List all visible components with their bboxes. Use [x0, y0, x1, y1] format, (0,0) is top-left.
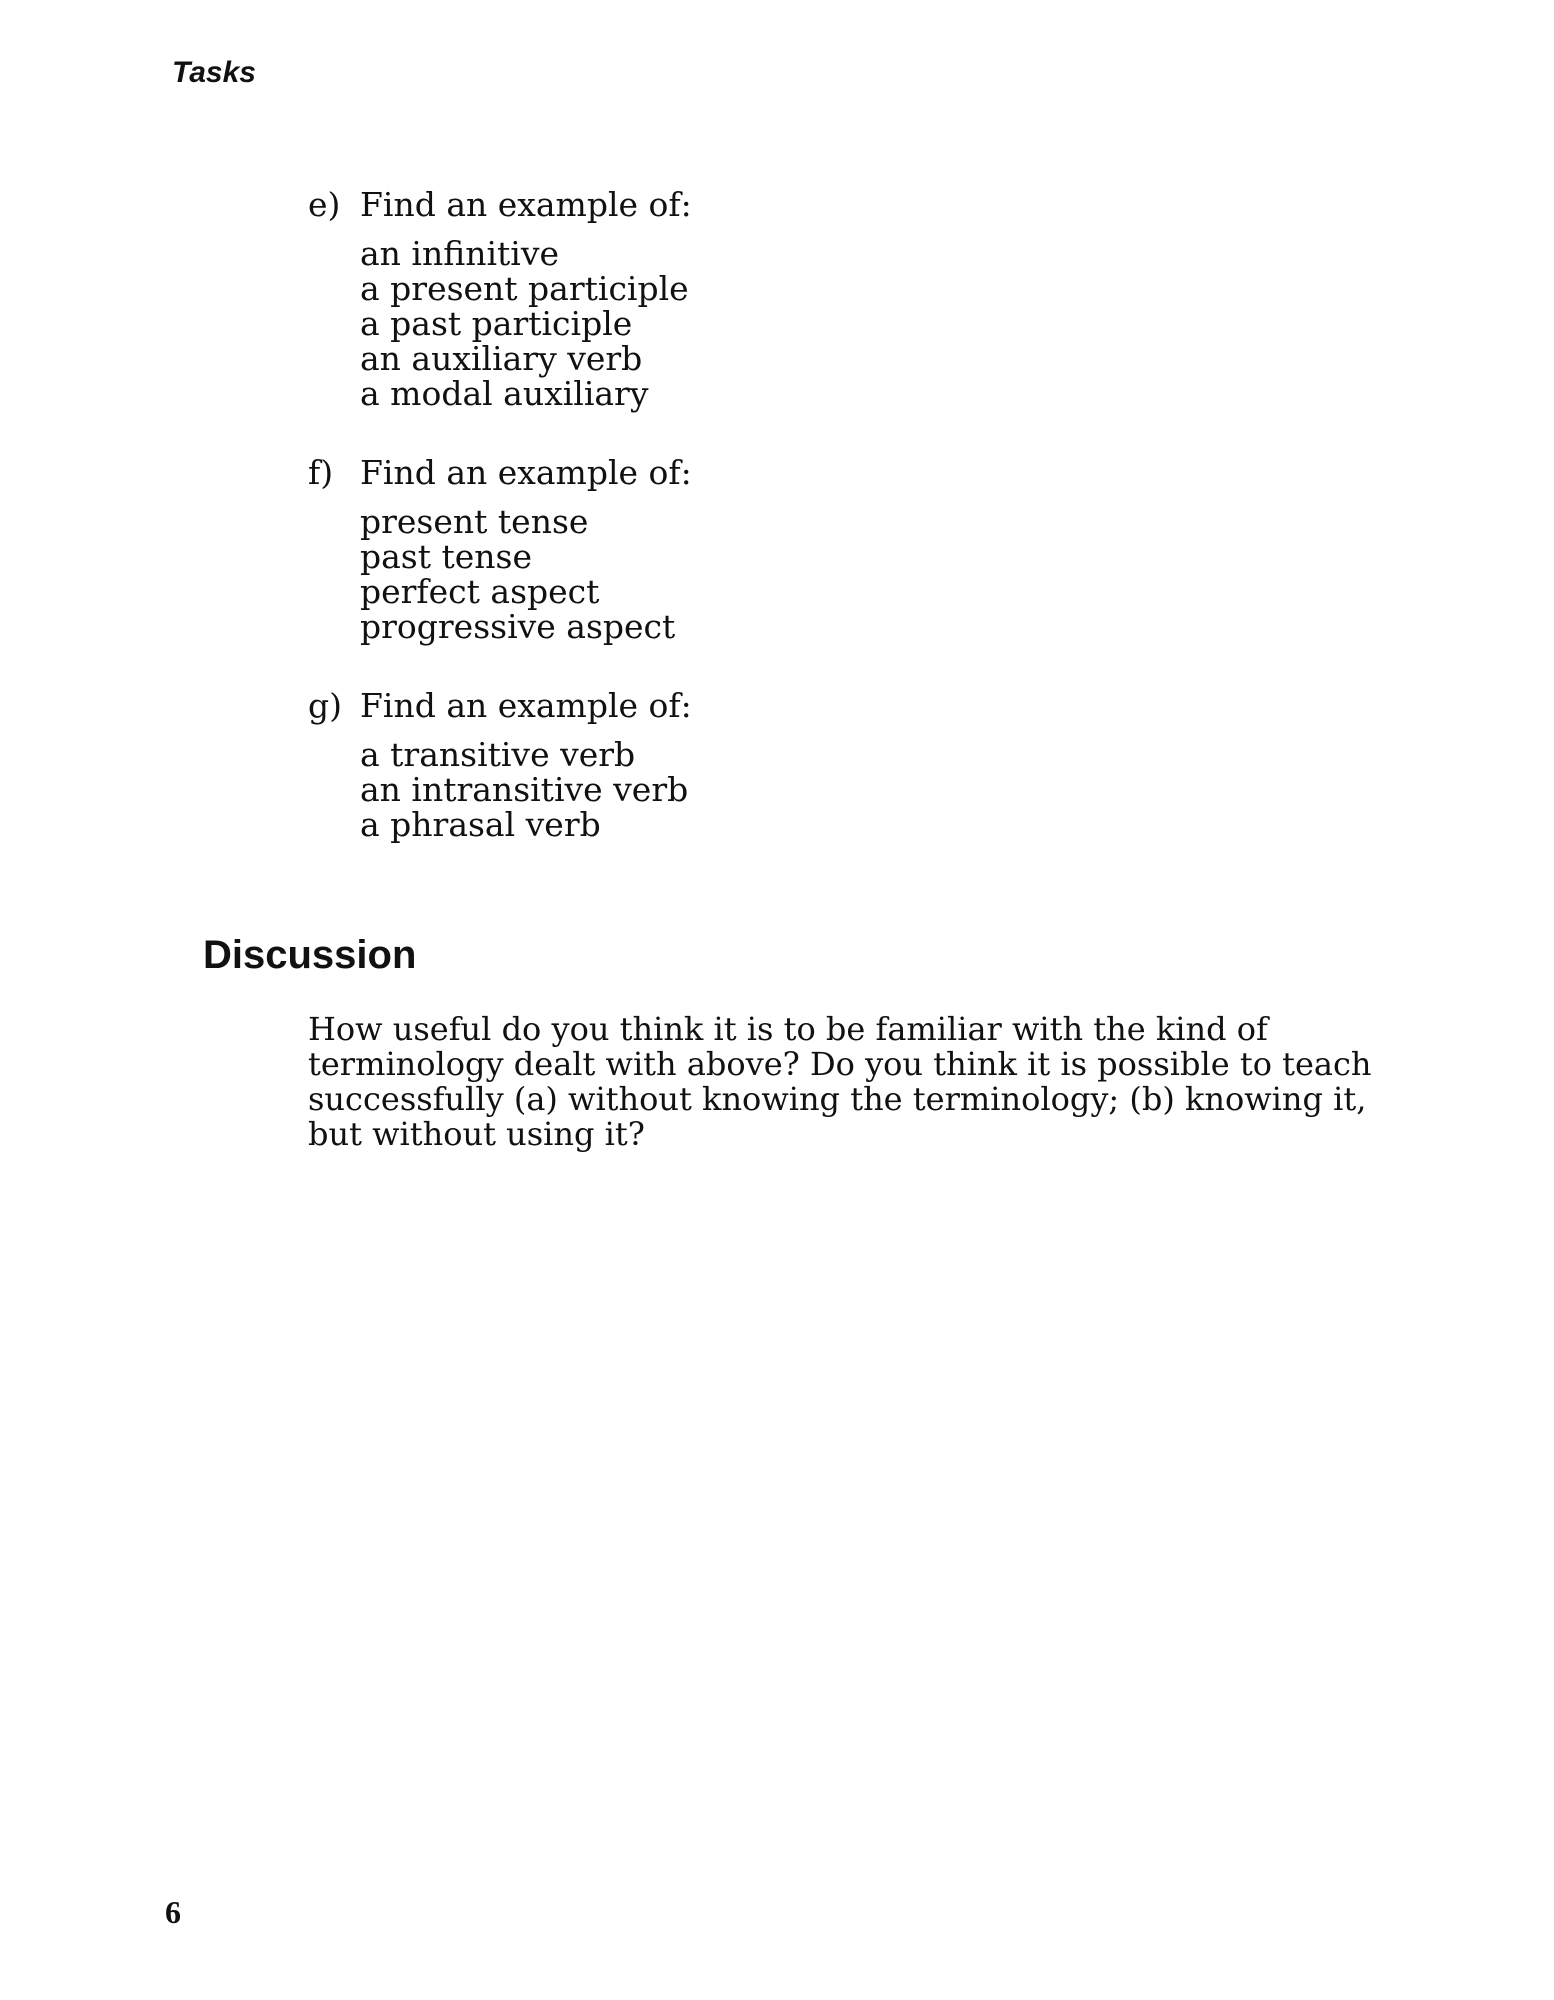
task-item: an intransitive verb — [360, 770, 689, 809]
task-item: a phrasal verb — [360, 805, 601, 844]
task-item: present tense — [360, 502, 589, 541]
task-list — [308, 185, 1308, 884]
discussion-text: How useful do you think it is to be familiar with the kind of terminology dealt with above? Do you think it is possible to teach successfully (a) without knowing the terminology; (b) knowing it, but without using it? — [308, 1010, 1372, 1153]
page-number: 6 — [165, 1894, 181, 1930]
task-letter: e) — [308, 185, 341, 224]
task-prompt: Find an example of: — [360, 453, 692, 492]
task-heading — [308, 185, 1308, 225]
task-heading — [308, 453, 1308, 493]
task-g — [308, 686, 1308, 842]
task-f — [308, 453, 1308, 644]
task-items — [360, 737, 1308, 842]
task-item: an auxiliary verb — [360, 339, 643, 378]
task-item: perfect aspect — [360, 572, 600, 611]
task-items — [360, 504, 1308, 644]
task-item: past tense — [360, 537, 532, 576]
task-item: progressive aspect — [360, 607, 676, 646]
discussion-heading: Discussion — [203, 933, 417, 977]
task-prompt: Find an example of: — [360, 686, 692, 725]
task-item: a transitive verb — [360, 735, 636, 774]
task-item: a past participle — [360, 304, 633, 343]
task-heading — [308, 686, 1308, 726]
task-prompt: Find an example of: — [360, 185, 692, 224]
running-head: Tasks — [172, 56, 256, 89]
task-items — [360, 236, 1308, 411]
task-letter: f) — [308, 453, 334, 492]
task-item: an infinitive — [360, 234, 560, 273]
task-item: a modal auxiliary — [360, 374, 649, 413]
task-item: a present participle — [360, 269, 689, 308]
task-e — [308, 185, 1308, 411]
task-letter: g) — [308, 686, 342, 725]
